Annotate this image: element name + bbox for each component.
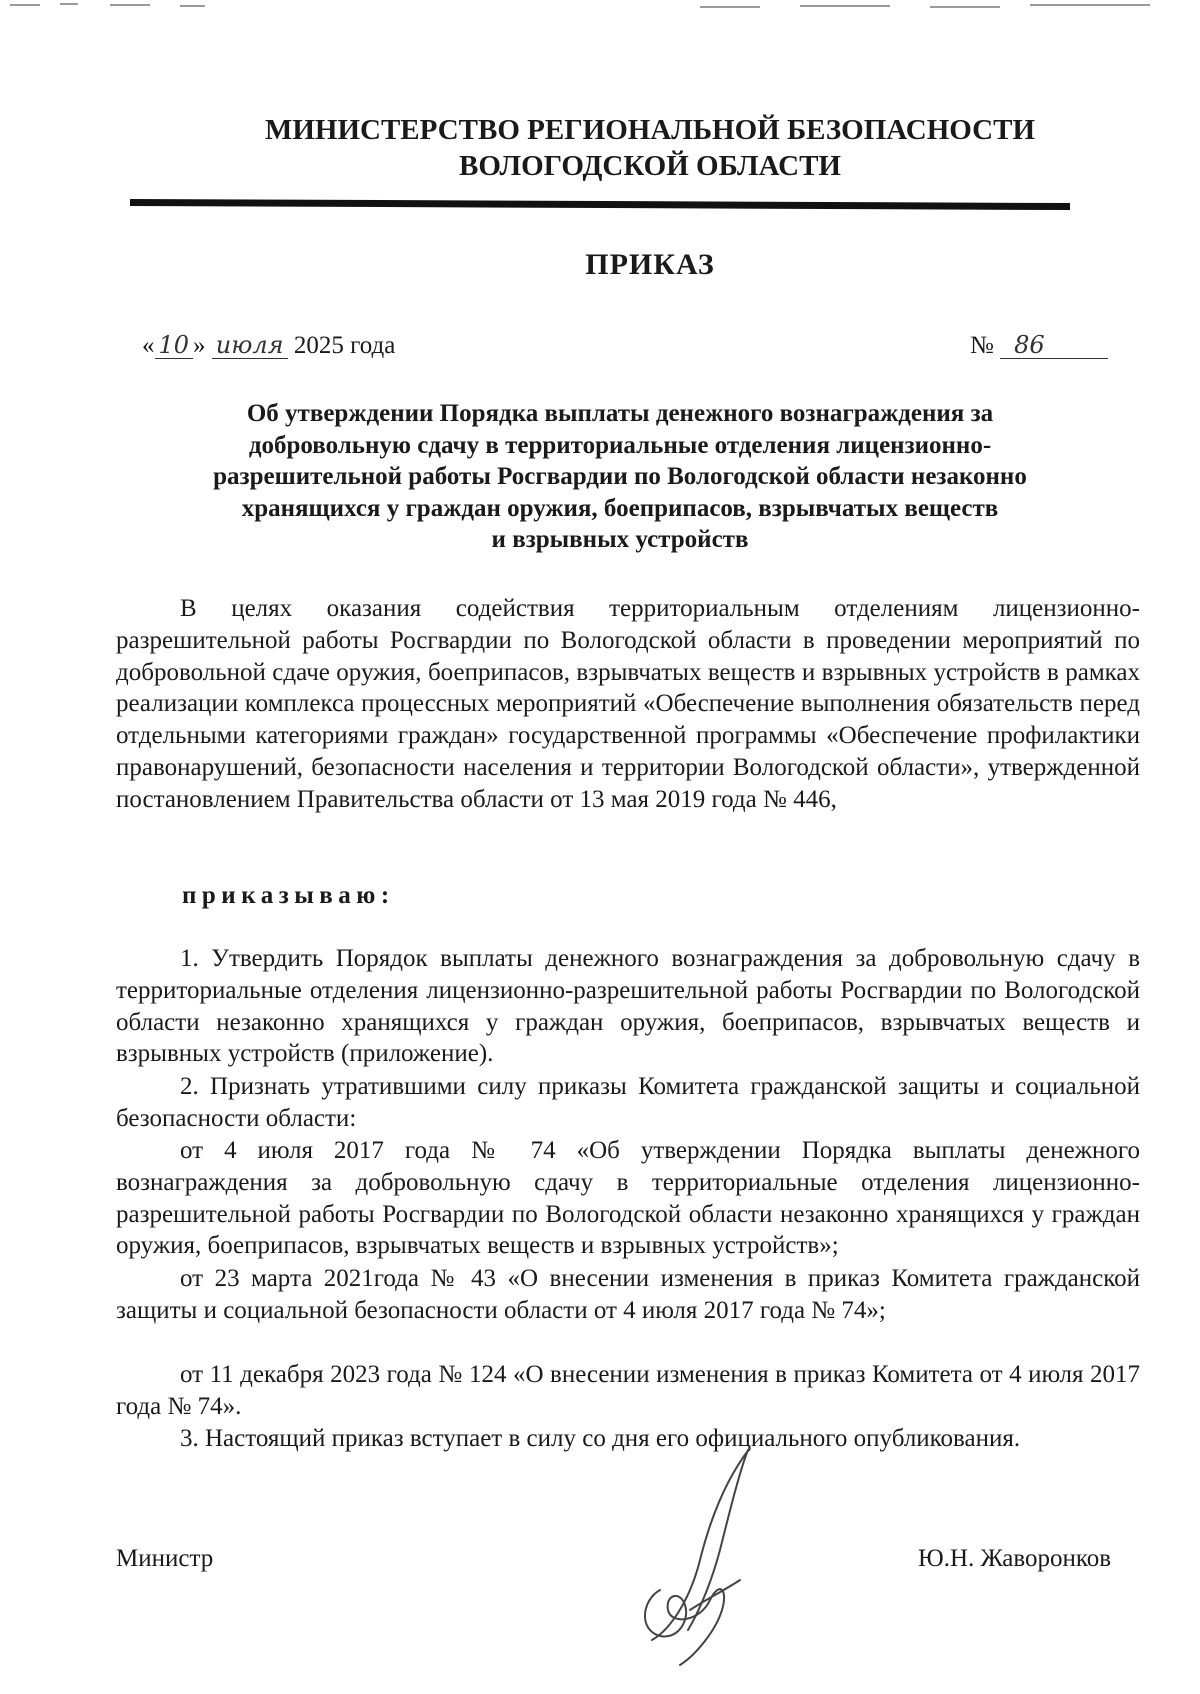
title-line: и взрывных устройств [491, 526, 749, 554]
document-number [970, 332, 1108, 360]
ministry-name: МИНИСТЕРСТВО РЕГИОНАЛЬНОЙ БЕЗОПАСНОСТИ [264, 114, 1036, 146]
title-line: разрешительной работы Росгвардии по Вологодской области незаконно [213, 463, 1027, 491]
item-2-c-paragraph: от 11 декабря 2023 года № 124 «О внесении изменения в приказ Комитета от 4 июля 2017 года № 74». [116, 1361, 1140, 1420]
item-2-b-paragraph: от 23 марта 2021года № 43 «О внесении изменения в приказ Комитета гражданской защиты и социальной безопасности области от 4 июля 2017 года № 74»; [116, 1265, 1140, 1324]
date-month: июля [212, 332, 288, 359]
item-2-paragraph: 2. Признать утратившими силу приказы Комитета гражданской защиты и социальной безопасности области: [116, 1073, 1140, 1132]
item-2-a-paragraph: от 4 июля 2017 года № 74 «Об утверждении Порядка выплаты денежного вознаграждения за добровольную сдачу в территориальные отделения лицензионно-разрешительной работы Росгвардии по Вологодской области незаконно хранящихся у граждан оружия, боеприпасов, взрывчатых веществ и взрывных устройств»; [116, 1137, 1140, 1260]
handwritten-signature [630, 1440, 770, 1680]
ministry-region: ВОЛОГОДСКОЙ ОБЛАСТИ [459, 150, 841, 182]
date-quote-open: « [142, 332, 155, 359]
preamble-paragraph: В целях оказания содействия территориальным отделениям лицензионно-разрешительной работы Росгвардии по Вологодской области в проведении мероприятий по добровольной сдаче оружия, боеприпасов, взрывчатых веществ и взрывных устройств в рамках реализации комплекса процессных мероприятий «Обеспечение выполнения обязательств перед отдельными категориями граждан» государственной программы «Обеспечение профилактики правонарушений, безопасности населения и территории Вологодской области», утвержденной постановлением Правительства области от 13 мая 2019 года № 446, [116, 595, 1140, 813]
item-3-paragraph: 3. Настоящий приказ вступает в силу со дня его официального опубликования. [180, 1425, 1021, 1452]
scan-artifacts [0, 0, 1200, 20]
ministry-header [120, 112, 1180, 184]
item-1-paragraph: 1. Утвердить Порядок выплаты денежного вознаграждения за добровольную сдачу в территориальные отделения лицензионно-разрешительной работы Росгвардии по Вологодской области незаконно хранящихся у граждан оружия, боеприпасов, взрывчатых веществ и взрывных устройств (приложение). [116, 945, 1140, 1068]
order-word: приказываю: [182, 882, 395, 909]
document-date [142, 332, 395, 360]
title-line: Об утверждении Порядка выплаты денежного вознаграждения за [246, 400, 994, 427]
title-line: добровольную сдачу в территориальные отделения лицензионно- [248, 431, 992, 459]
document-title [160, 398, 1080, 556]
date-year: 2025 года [293, 332, 396, 359]
document-type: ПРИКАЗ [585, 248, 715, 281]
title-line: хранящихся у граждан оружия, боеприпасов, взрывчатых веществ [241, 494, 999, 522]
signatory-position: Министр [116, 1545, 214, 1572]
number-label: № [970, 332, 994, 359]
header-divider [130, 199, 1070, 210]
signatory-name: Ю.Н. Жаворонков [918, 1545, 1112, 1572]
number-value: 86 [1000, 332, 1108, 359]
date-quote-close: » [193, 332, 206, 359]
date-day: 10 [155, 332, 194, 359]
